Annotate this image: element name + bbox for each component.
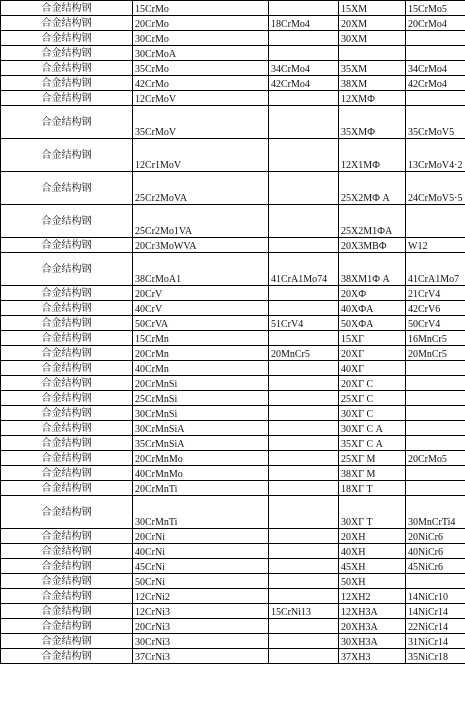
table-row — [1, 253, 465, 286]
category-cell: 合金结构钢 — [1, 604, 133, 619]
iso-grade-cell — [269, 286, 339, 301]
din-grade-cell: 24CrMoV5·5 — [406, 172, 465, 205]
din-grade-cell — [406, 91, 465, 106]
iso-grade-cell: 34CrMo4 — [269, 61, 339, 76]
cn-grade-cell: 20CrNi3 — [133, 619, 269, 634]
table-row — [1, 466, 465, 481]
din-grade-cell: 15CrMo5 — [406, 1, 465, 16]
steel-grade-table-body — [1, 1, 465, 664]
din-grade-cell — [406, 361, 465, 376]
gost-grade-cell: 30XM — [339, 31, 406, 46]
iso-grade-cell: 51CrV4 — [269, 316, 339, 331]
cn-grade-cell: 20Cr3MoWVA — [133, 238, 269, 253]
table-row — [1, 376, 465, 391]
iso-grade-cell — [269, 46, 339, 61]
category-cell: 合金结构钢 — [1, 421, 133, 436]
category-cell: 合金结构钢 — [1, 634, 133, 649]
table-row — [1, 649, 465, 664]
iso-grade-cell — [269, 406, 339, 421]
iso-grade-cell — [269, 559, 339, 574]
iso-grade-cell — [269, 589, 339, 604]
category-cell: 合金结构钢 — [1, 376, 133, 391]
gost-grade-cell: 20XФ — [339, 286, 406, 301]
iso-grade-cell — [269, 496, 339, 529]
cn-grade-cell: 12Cr1MoV — [133, 139, 269, 172]
cn-grade-cell: 25CrMnSi — [133, 391, 269, 406]
category-cell: 合金结构钢 — [1, 31, 133, 46]
cn-grade-cell: 20CrNi — [133, 529, 269, 544]
cn-grade-cell: 40CrMnMo — [133, 466, 269, 481]
din-grade-cell: 20MnCr5 — [406, 346, 465, 361]
cn-grade-cell: 35CrMnSiA — [133, 436, 269, 451]
iso-grade-cell — [269, 574, 339, 589]
table-row — [1, 436, 465, 451]
table-row — [1, 91, 465, 106]
table-row — [1, 529, 465, 544]
iso-grade-cell — [269, 451, 339, 466]
category-cell: 合金结构钢 — [1, 481, 133, 496]
table-row — [1, 589, 465, 604]
gost-grade-cell: 20XH — [339, 529, 406, 544]
din-grade-cell: 45NiCr6 — [406, 559, 465, 574]
din-grade-cell — [406, 31, 465, 46]
gost-grade-cell: 20XH3A — [339, 619, 406, 634]
cn-grade-cell: 30CrNi3 — [133, 634, 269, 649]
din-grade-cell: 14NiCr10 — [406, 589, 465, 604]
table-row — [1, 106, 465, 139]
iso-grade-cell — [269, 172, 339, 205]
din-grade-cell: 35NiCr18 — [406, 649, 465, 664]
cn-grade-cell: 40CrV — [133, 301, 269, 316]
iso-grade-cell — [269, 205, 339, 238]
category-cell: 合金结构钢 — [1, 301, 133, 316]
iso-grade-cell: 20MnCr5 — [269, 346, 339, 361]
cn-grade-cell: 12CrNi2 — [133, 589, 269, 604]
din-grade-cell: 20NiCr6 — [406, 529, 465, 544]
table-row — [1, 139, 465, 172]
category-cell: 合金结构钢 — [1, 529, 133, 544]
din-grade-cell — [406, 574, 465, 589]
gost-grade-cell: 50XH — [339, 574, 406, 589]
cn-grade-cell: 20CrMnSi — [133, 376, 269, 391]
din-grade-cell: 13CrMoV4·2 — [406, 139, 465, 172]
din-grade-cell — [406, 421, 465, 436]
category-cell: 合金结构钢 — [1, 316, 133, 331]
cn-grade-cell: 45CrNi — [133, 559, 269, 574]
cn-grade-cell: 30CrMnTi — [133, 496, 269, 529]
table-row — [1, 634, 465, 649]
cn-grade-cell: 20CrV — [133, 286, 269, 301]
din-grade-cell: 16MnCr5 — [406, 331, 465, 346]
gost-grade-cell: 25X2MФ A — [339, 172, 406, 205]
gost-grade-cell: 25XГ M — [339, 451, 406, 466]
category-cell: 合金结构钢 — [1, 436, 133, 451]
table-row — [1, 574, 465, 589]
iso-grade-cell — [269, 331, 339, 346]
table-row — [1, 544, 465, 559]
category-cell: 合金结构钢 — [1, 91, 133, 106]
category-cell: 合金结构钢 — [1, 406, 133, 421]
table-row — [1, 406, 465, 421]
cn-grade-cell: 20CrMn — [133, 346, 269, 361]
din-grade-cell: 42CrV6 — [406, 301, 465, 316]
gost-grade-cell: 25XГ С — [339, 391, 406, 406]
category-cell: 合金结构钢 — [1, 466, 133, 481]
gost-grade-cell: 20XГ — [339, 346, 406, 361]
table-row — [1, 346, 465, 361]
cn-grade-cell: 30CrMo — [133, 31, 269, 46]
iso-grade-cell — [269, 466, 339, 481]
cn-grade-cell: 40CrMn — [133, 361, 269, 376]
cn-grade-cell: 12CrNi3 — [133, 604, 269, 619]
iso-grade-cell — [269, 106, 339, 139]
cn-grade-cell: 20CrMnMo — [133, 451, 269, 466]
gost-grade-cell: 40XH — [339, 544, 406, 559]
category-cell: 合金结构钢 — [1, 496, 133, 529]
iso-grade-cell — [269, 649, 339, 664]
iso-grade-cell — [269, 139, 339, 172]
din-grade-cell — [406, 205, 465, 238]
iso-grade-cell — [269, 31, 339, 46]
gost-grade-cell: 20XM — [339, 16, 406, 31]
din-grade-cell: 30MnCrTi4 — [406, 496, 465, 529]
iso-grade-cell — [269, 91, 339, 106]
category-cell: 合金结构钢 — [1, 391, 133, 406]
iso-grade-cell: 18CrMo4 — [269, 16, 339, 31]
cn-grade-cell: 35CrMo — [133, 61, 269, 76]
gost-grade-cell: 30XH3A — [339, 634, 406, 649]
cn-grade-cell: 35CrMoV — [133, 106, 269, 139]
table-row — [1, 286, 465, 301]
gost-grade-cell: 30XГ С — [339, 406, 406, 421]
gost-grade-cell: 12XH3A — [339, 604, 406, 619]
iso-grade-cell — [269, 391, 339, 406]
din-grade-cell: 20CrMo5 — [406, 451, 465, 466]
din-grade-cell — [406, 391, 465, 406]
din-grade-cell — [406, 406, 465, 421]
gost-grade-cell: 15XM — [339, 1, 406, 16]
category-cell: 合金结构钢 — [1, 253, 133, 286]
category-cell: 合金结构钢 — [1, 172, 133, 205]
din-grade-cell: W12 — [406, 238, 465, 253]
cn-grade-cell: 50CrVA — [133, 316, 269, 331]
category-cell: 合金结构钢 — [1, 559, 133, 574]
table-row — [1, 496, 465, 529]
category-cell: 合金结构钢 — [1, 574, 133, 589]
iso-grade-cell: 42CrMo4 — [269, 76, 339, 91]
table-row — [1, 46, 465, 61]
cn-grade-cell: 15CrMo — [133, 1, 269, 16]
category-cell: 合金结构钢 — [1, 16, 133, 31]
din-grade-cell — [406, 376, 465, 391]
table-row — [1, 172, 465, 205]
din-grade-cell: 31NiCr14 — [406, 634, 465, 649]
cn-grade-cell: 38CrMoA1 — [133, 253, 269, 286]
din-grade-cell: 40NiCr6 — [406, 544, 465, 559]
gost-grade-cell: 30XГ T — [339, 496, 406, 529]
din-grade-cell — [406, 466, 465, 481]
din-grade-cell: 14NiCr14 — [406, 604, 465, 619]
category-cell: 合金结构钢 — [1, 619, 133, 634]
din-grade-cell: 20CrMo4 — [406, 16, 465, 31]
gost-grade-cell: 20X3MBФ — [339, 238, 406, 253]
cn-grade-cell: 30CrMnSi — [133, 406, 269, 421]
gost-grade-cell: 38XM1Ф A — [339, 253, 406, 286]
gost-grade-cell: 35XMФ — [339, 106, 406, 139]
table-row — [1, 361, 465, 376]
cn-grade-cell: 30CrMnSiA — [133, 421, 269, 436]
table-row — [1, 619, 465, 634]
din-grade-cell — [406, 436, 465, 451]
iso-grade-cell — [269, 634, 339, 649]
iso-grade-cell — [269, 544, 339, 559]
gost-grade-cell: 37XH3 — [339, 649, 406, 664]
cn-grade-cell: 12CrMoV — [133, 91, 269, 106]
cn-grade-cell: 42CrMo — [133, 76, 269, 91]
table-row — [1, 16, 465, 31]
category-cell: 合金结构钢 — [1, 46, 133, 61]
iso-grade-cell — [269, 376, 339, 391]
iso-grade-cell — [269, 529, 339, 544]
iso-grade-cell — [269, 436, 339, 451]
cn-grade-cell: 40CrNi — [133, 544, 269, 559]
cn-grade-cell: 30CrMoA — [133, 46, 269, 61]
din-grade-cell: 34CrMo4 — [406, 61, 465, 76]
din-grade-cell: 42CrMo4 — [406, 76, 465, 91]
din-grade-cell: 22NiCr14 — [406, 619, 465, 634]
iso-grade-cell — [269, 421, 339, 436]
gost-grade-cell — [339, 46, 406, 61]
gost-grade-cell: 15XГ — [339, 331, 406, 346]
category-cell: 合金结构钢 — [1, 238, 133, 253]
iso-grade-cell — [269, 238, 339, 253]
table-row — [1, 61, 465, 76]
table-row — [1, 451, 465, 466]
gost-grade-cell: 18XГ T — [339, 481, 406, 496]
table-row — [1, 31, 465, 46]
gost-grade-cell: 20XГ С — [339, 376, 406, 391]
category-cell: 合金结构钢 — [1, 139, 133, 172]
din-grade-cell: 35CrMoV5 — [406, 106, 465, 139]
cn-grade-cell: 20CrMo — [133, 16, 269, 31]
iso-grade-cell — [269, 619, 339, 634]
category-cell: 合金结构钢 — [1, 544, 133, 559]
gost-grade-cell: 30XГ С A — [339, 421, 406, 436]
table-row — [1, 1, 465, 16]
gost-grade-cell: 40XГ — [339, 361, 406, 376]
gost-grade-cell: 35XM — [339, 61, 406, 76]
table-row — [1, 316, 465, 331]
category-cell: 合金结构钢 — [1, 61, 133, 76]
cn-grade-cell: 37CrNi3 — [133, 649, 269, 664]
category-cell: 合金结构钢 — [1, 76, 133, 91]
table-row — [1, 238, 465, 253]
cn-grade-cell: 50CrNi — [133, 574, 269, 589]
table-row — [1, 421, 465, 436]
iso-grade-cell: 15CrNi13 — [269, 604, 339, 619]
category-cell: 合金结构钢 — [1, 331, 133, 346]
cn-grade-cell: 25Cr2Mo1VA — [133, 205, 269, 238]
table-row — [1, 331, 465, 346]
category-cell: 合金结构钢 — [1, 589, 133, 604]
din-grade-cell — [406, 481, 465, 496]
iso-grade-cell — [269, 361, 339, 376]
category-cell: 合金结构钢 — [1, 286, 133, 301]
table-row — [1, 481, 465, 496]
iso-grade-cell — [269, 1, 339, 16]
cn-grade-cell: 15CrMn — [133, 331, 269, 346]
table-row — [1, 301, 465, 316]
cn-grade-cell: 20CrMnTi — [133, 481, 269, 496]
gost-grade-cell: 12XH2 — [339, 589, 406, 604]
gost-grade-cell: 45XH — [339, 559, 406, 574]
category-cell: 合金结构钢 — [1, 361, 133, 376]
category-cell: 合金结构钢 — [1, 649, 133, 664]
category-cell: 合金结构钢 — [1, 205, 133, 238]
table-row — [1, 604, 465, 619]
iso-grade-cell: 41CrA1Mo74 — [269, 253, 339, 286]
cn-grade-cell: 25Cr2MoVA — [133, 172, 269, 205]
iso-grade-cell — [269, 481, 339, 496]
table-row — [1, 76, 465, 91]
category-cell: 合金结构钢 — [1, 346, 133, 361]
gost-grade-cell: 38XГ M — [339, 466, 406, 481]
category-cell: 合金结构钢 — [1, 451, 133, 466]
table-row — [1, 205, 465, 238]
gost-grade-cell: 12XMФ — [339, 91, 406, 106]
iso-grade-cell — [269, 301, 339, 316]
din-grade-cell: 21CrV4 — [406, 286, 465, 301]
din-grade-cell: 50CrV4 — [406, 316, 465, 331]
table-row — [1, 391, 465, 406]
gost-grade-cell: 40XФA — [339, 301, 406, 316]
category-cell: 合金结构钢 — [1, 1, 133, 16]
din-grade-cell: 41CrA1Mo7 — [406, 253, 465, 286]
din-grade-cell — [406, 46, 465, 61]
category-cell: 合金结构钢 — [1, 106, 133, 139]
gost-grade-cell: 38XM — [339, 76, 406, 91]
gost-grade-cell: 25X2M1ФA — [339, 205, 406, 238]
gost-grade-cell: 12X1MФ — [339, 139, 406, 172]
gost-grade-cell: 35XГ С A — [339, 436, 406, 451]
table-row — [1, 559, 465, 574]
gost-grade-cell: 50XФA — [339, 316, 406, 331]
